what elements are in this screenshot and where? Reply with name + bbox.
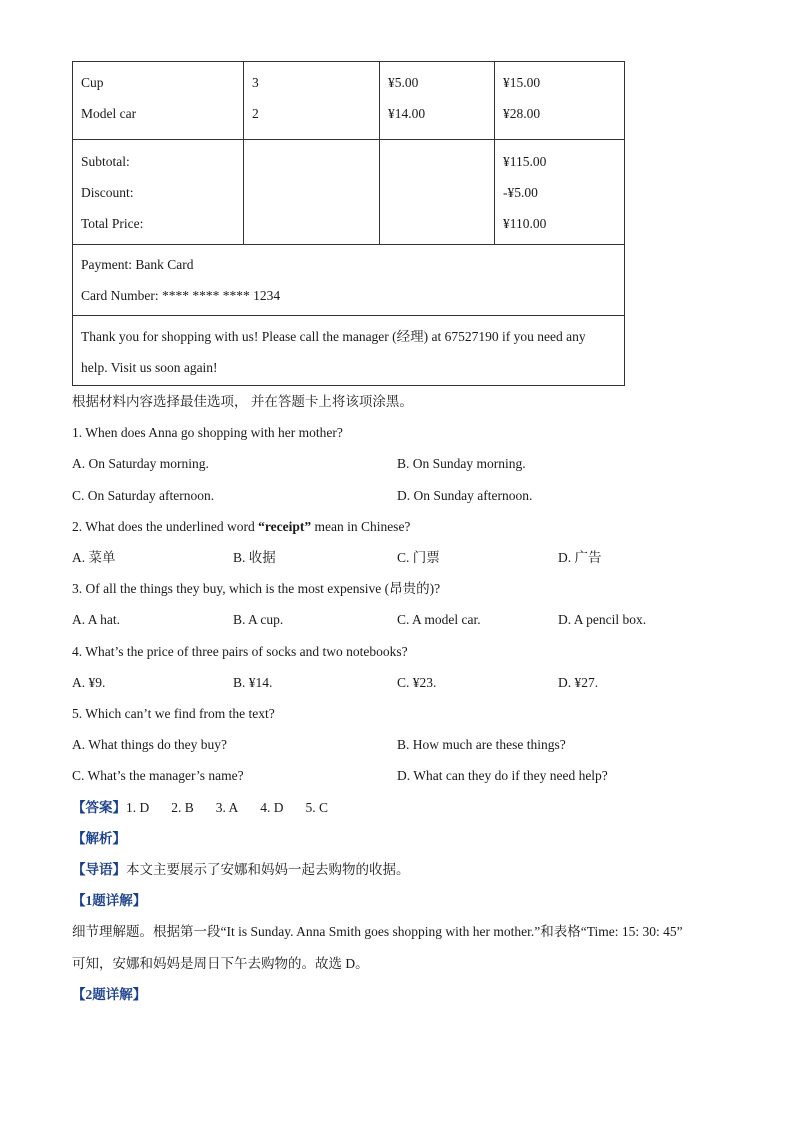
item-qty-cell — [244, 62, 380, 140]
q2-option-a: A. 菜单 — [72, 550, 116, 565]
q1-option-b: B. On Sunday morning. — [397, 456, 526, 471]
item-names-cell — [73, 62, 244, 140]
card-number: Card Number: **** **** **** 1234 — [81, 288, 281, 303]
question-2-keyword: “receipt” — [258, 519, 312, 534]
question-3: 3. Of all the things they buy, which is the most expensive (昂贵的)? — [72, 581, 441, 596]
question-2 — [72, 517, 410, 537]
answer-item: 1. D — [126, 800, 150, 815]
question-4: 4. What’s the price of three pairs of socks and two notebooks? — [72, 644, 408, 659]
summary-value: -¥5.00 — [503, 185, 538, 200]
q4-option-c: C. ¥23. — [397, 675, 437, 690]
summary-value: ¥110.00 — [503, 216, 547, 231]
summary-label: Subtotal: — [81, 154, 130, 169]
q2-option-b: B. 收据 — [233, 550, 276, 565]
q1-option-c: C. On Saturday afternoon. — [72, 488, 215, 503]
answer-label: 【答案】 — [72, 800, 126, 815]
detail-2-label: 【2题详解】 — [72, 987, 147, 1002]
item-qty: 3 — [252, 75, 259, 90]
q4-option-b: B. ¥14. — [233, 675, 273, 690]
guide-text: 本文主要展示了安娜和妈妈一起去购物的收据。 — [126, 862, 410, 877]
question-5: 5. Which can’t we find from the text? — [72, 706, 275, 721]
item-total-price: ¥15.00 — [503, 75, 541, 90]
q1-option-d: D. On Sunday afternoon. — [397, 488, 533, 503]
q1-option-a: A. On Saturday morning. — [72, 456, 209, 471]
guide-line — [72, 860, 410, 880]
q2-option-d: D. 广告 — [558, 550, 602, 565]
q3-option-a: A. A hat. — [72, 612, 121, 627]
instruction: 根据材料内容选择最佳选项， 并在答题卡上将该项涂黑。 — [72, 394, 413, 409]
question-2-pre: 2. What does the underlined word — [72, 519, 259, 534]
detail-1-label: 【1题详解】 — [72, 893, 147, 908]
q2-option-c: C. 门票 — [397, 550, 440, 565]
item-name: Cup — [81, 75, 104, 90]
q3-option-d: D. A pencil box. — [558, 612, 647, 627]
question-1: 1. When does Anna go shopping with her mother? — [72, 425, 343, 440]
q5-option-c: C. What’s the manager’s name? — [72, 768, 244, 783]
summary-value: ¥115.00 — [503, 154, 547, 169]
payment-method: Payment: Bank Card — [81, 257, 194, 272]
item-total-cell — [495, 62, 625, 140]
q5-option-a: A. What things do they buy? — [72, 737, 227, 752]
receipt-table — [72, 61, 625, 386]
q3-option-b: B. A cup. — [233, 612, 284, 627]
empty-cell — [380, 140, 495, 245]
q3-option-c: C. A model car. — [397, 612, 481, 627]
item-qty: 2 — [252, 106, 259, 121]
payment-cell — [73, 245, 625, 316]
empty-cell — [244, 140, 380, 245]
receipt-items-row — [73, 62, 625, 140]
detail-1-line-2: 可知，安娜和妈妈是周日下午去购物的。故选 D。 — [72, 956, 369, 971]
item-total-price: ¥28.00 — [503, 106, 541, 121]
item-name: Model car — [81, 106, 137, 121]
guide-label: 【导语】 — [72, 862, 126, 877]
answer-item: 5. C — [305, 800, 329, 815]
thanks-cell — [73, 316, 625, 386]
item-unit-price: ¥14.00 — [388, 106, 426, 121]
q5-option-d: D. What can they do if they need help? — [397, 768, 608, 783]
item-unit-cell — [380, 62, 495, 140]
receipt-thanks-row — [73, 316, 625, 386]
answer-item: 4. D — [260, 800, 284, 815]
answer-item: 3. A — [215, 800, 239, 815]
summary-labels-cell — [73, 140, 244, 245]
question-2-post: mean in Chinese? — [311, 519, 411, 534]
detail-1-line-1: 细节理解题。根据第一段“It is Sunday. Anna Smith goes shopping with her mother.”和表格“Time: 15: 30: 45” — [72, 924, 683, 939]
receipt-payment-row — [73, 245, 625, 316]
summary-label: Discount: — [81, 185, 134, 200]
thanks-line: Thank you for shopping with us! Please call the manager (经理) at 67527190 if you need any — [81, 329, 586, 344]
q4-option-a: A. ¥9. — [72, 675, 106, 690]
summary-values-cell — [495, 140, 625, 245]
summary-label: Total Price: — [81, 216, 144, 231]
q4-option-d: D. ¥27. — [558, 675, 599, 690]
item-unit-price: ¥5.00 — [388, 75, 419, 90]
analysis-label: 【解析】 — [72, 831, 126, 846]
receipt-summary-row — [73, 140, 625, 245]
thanks-line: help. Visit us soon again! — [81, 360, 218, 375]
q5-option-b: B. How much are these things? — [397, 737, 566, 752]
answer-line — [72, 798, 350, 818]
answer-item: 2. B — [171, 800, 194, 815]
